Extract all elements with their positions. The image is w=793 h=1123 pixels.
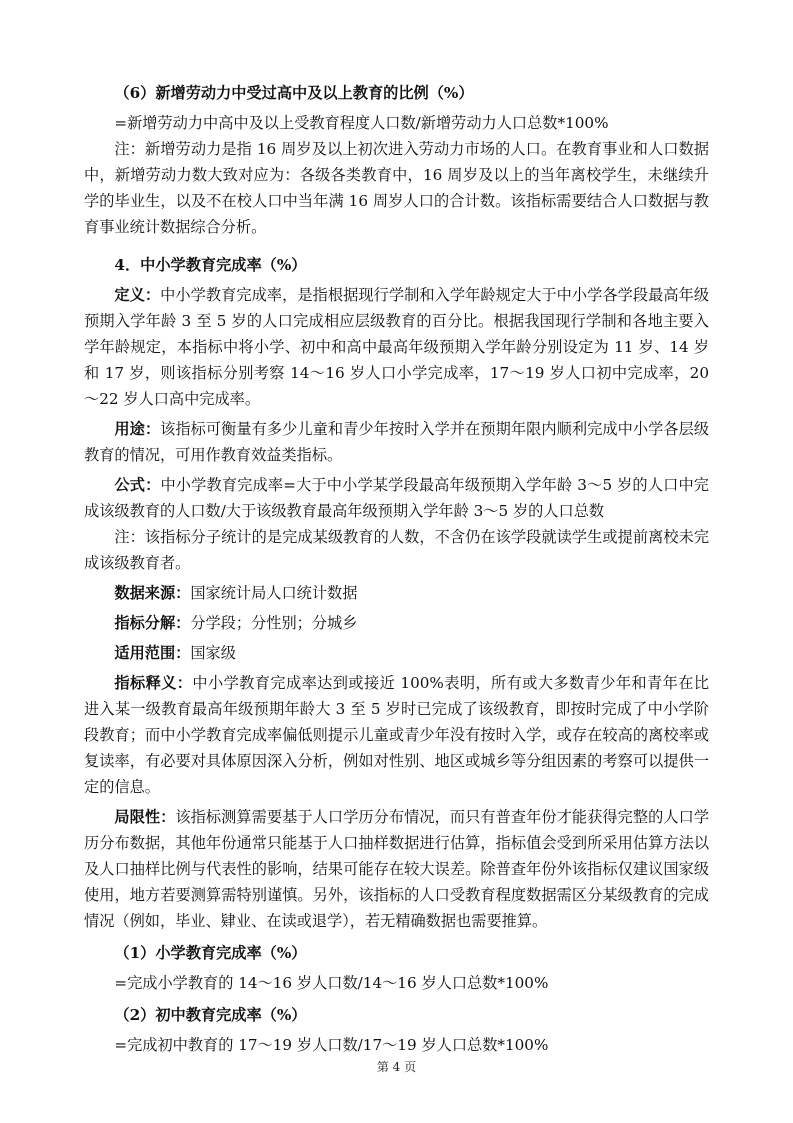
section-6-title: （6）新增劳动力中受过高中及以上教育的比例（%） — [114, 84, 474, 102]
formula-paragraph — [84, 472, 709, 524]
subsection-2-formula: =完成初中教育的 17～19 岁人口数/17～19 岁人口总数*100% — [114, 1036, 549, 1054]
formula-label: 公式： — [114, 476, 161, 494]
breakdown-paragraph — [84, 610, 709, 636]
page-content — [84, 80, 709, 1058]
interpretation-paragraph — [84, 670, 709, 800]
section-6-note: 注：新增劳动力是指 16 周岁及以上初次进入劳动力市场的人口。在教育事业和人口数据中，新增劳动力数大致对应为：各级各类教育中，16 周岁及以上的当年离校学生，未继续升学的毕业生，以及不在校人口中当年满 16 周岁人口的合计数。该指标需要结合人口数据与教育事业统计数据综合分析。 — [84, 140, 709, 236]
usage-paragraph — [84, 416, 709, 468]
scope-label: 适用范围： — [114, 644, 191, 662]
limitation-label: 局限性： — [114, 808, 176, 826]
source-paragraph — [84, 580, 709, 606]
interpretation-label: 指标释义： — [114, 674, 193, 692]
source-text: 国家统计局人口统计数据 — [190, 584, 358, 602]
definition-label: 定义： — [114, 286, 161, 304]
usage-label: 用途： — [114, 420, 161, 438]
section-4-title: 4．中小学教育完成率（%） — [114, 256, 307, 274]
breakdown-label: 指标分解： — [114, 614, 191, 632]
section-6-formula: =新增劳动力中高中及以上受教育程度人口数/新增劳动力人口总数*100% — [114, 114, 609, 132]
definition-text: 中小学教育完成率，是指根据现行学制和入学年龄规定大于中小学各学段最高年级预期入学年龄 3 至 5 岁的人口完成相应层级教育的百分比。根据我国现行学制和各地主要入学年龄规定，本指标中将小学、初中和高中最高年级预期入学年龄分别设定为 11 岁、14 岁和 17 岁，则该指标分别考察 14～16 岁人口小学完成率，17～19 岁人口初中完成率，20～22 岁人口高中完成率。 — [84, 286, 710, 408]
subsection-2-title: （2）初中教育完成率（%） — [114, 1006, 307, 1024]
scope-paragraph — [84, 640, 709, 666]
usage-text: 该指标可衡量有多少儿童和青少年按时入学并在预期年限内顺利完成中小学各层级教育的情况，可用作教育效益类指标。 — [84, 420, 710, 464]
interpretation-text: 中小学教育完成率达到或接近 100%表明，所有或大多数青少年和青年在比进入某一级教育最高年级预期年龄大 3 至 5 岁时已完成了该级教育，即按时完成了中小学阶段教育；而中小学教育完成率偏低则提示儿童或青少年没有按时入学，或存在较高的离校率或复读率，有必要对具体原因深入分析，例如对性别、地区或城乡等分组因素的考察可以提供一定的信息。 — [84, 674, 710, 796]
scope-text: 国家级 — [190, 644, 236, 662]
limitation-text: 该指标测算需要基于人口学历分布情况，而只有普查年份才能获得完整的人口学历分布数据，其他年份通常只能基于人口抽样数据进行估算，指标值会受到所采用估算方法以及人口抽样比例与代表性的影响，结果可能存在较大误差。除普查年份外该指标仅建议国家级使用，地方若要测算需特别谨慎。另外，该指标的人口受教育程度数据需区分某级教育的完成情况（例如，毕业、肄业、在读或退学），若无精确数据也需要推算。 — [84, 808, 710, 930]
definition-paragraph — [84, 282, 709, 412]
breakdown-text: 分学段；分性别；分城乡 — [190, 614, 358, 632]
formula-text: 中小学教育完成率=大于中小学某学段最高年级预期入学年龄 3～5 岁的人口中完成该级教育的人口数/大于该级教育最高年级预期入学年龄 3～5 岁的人口总数 — [84, 476, 709, 520]
subsection-1-formula: =完成小学教育的 14～16 岁人口数/14～16 岁人口总数*100% — [114, 974, 549, 992]
subsection-1-title: （1）小学教育完成率（%） — [114, 944, 307, 962]
formula-note: 注：该指标分子统计的是完成某级教育的人数，不含仍在该学段就读学生或提前离校未完成该级教育者。 — [84, 528, 709, 572]
page-number: 第 4 页 — [376, 1060, 417, 1074]
source-label: 数据来源： — [114, 584, 191, 602]
limitation-paragraph — [84, 804, 709, 934]
